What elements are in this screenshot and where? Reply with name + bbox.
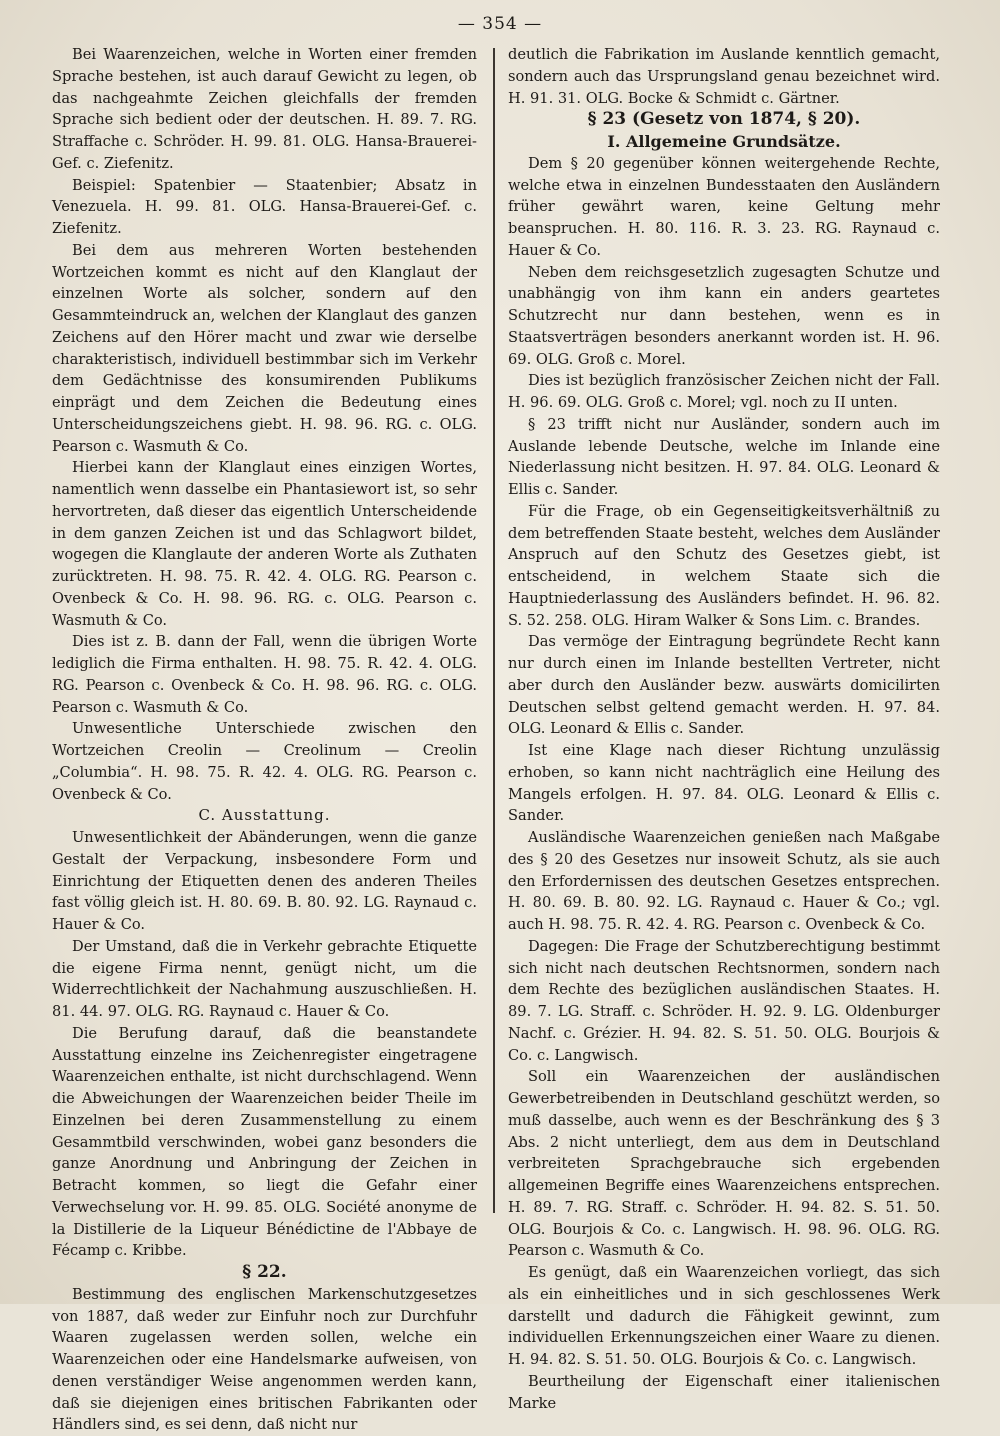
paragraph: Dem § 20 gegenüber können weitergehende Rechte, welche etwa in einzelnen Bundesstaaten den Ausländern früher gewährt waren, keine Geltung mehr beanspruchen. H. 80. 116. R. 3. 23. RG. Raynaud c. Hauer & Co. xyxy=(508,154,940,259)
right-column xyxy=(508,44,940,1414)
paragraph: Dies ist bezüglich französischer Zeichen nicht der Fall. H. 96. 69. OLG. Groß c. Morel; vgl. noch zu II unten. xyxy=(508,372,940,411)
paragraph: Das vermöge der Eintragung begründete Recht kann nur durch einen im Inlande bestellten Vertreter, nicht aber durch den Ausländer bezw. auswärts domicilirten Deutschen selbst geltend gemacht werden. H. 97. 84. OLG. Leonard & Ellis c. Sander. xyxy=(508,633,940,738)
paragraph: Es genügt, daß ein Waarenzeichen vorliegt, das sich als ein einheitliches und in sich geschlossenes Werk darstellt und dadurch die Fähigkeit gewinnt, zum individuellen Erkennungszeichen einer Waare zu dienen. H. 94. 82. S. 51. 50. OLG. Bourjois & Co. c. Langwisch. xyxy=(508,1264,940,1368)
paragraph: Unwesentliche Unterschiede zwischen den Wortzeichen Creolin — Creolinum — Creolin „Columbia“. H. 98. 75. R. 42. 4. OLG. RG. Pearson c. Ovenbeck & Co. xyxy=(52,720,477,803)
paragraph: § 23 trifft nicht nur Ausländer, sondern auch im Auslande lebende Deutsche, welche im Inlande eine Niederlassung nicht besitzen. H. 97. 84. OLG. Leonard & Ellis c. Sander. xyxy=(508,415,940,498)
section-heading-23: § 23 (Gesetz von 1874, § 20). xyxy=(587,109,861,130)
paragraph: Bestimmung des englischen Markenschutzgesetzes von 1887, daß weder zur Einfuhr noch zur Durchfuhr Waaren zugelassen werden sollen, welche ein Waarenzeichen oder eine Handelsmarke aufweisen, von denen verständiger Weise angenommen werden kann, daß sie diejenigen eines britischen Fabrikanten oder Händlers sind, es sei denn, daß nicht nur xyxy=(52,1285,477,1434)
paragraph: Ausländische Waarenzeichen genießen nach Maßgabe des § 20 des Gesetzes nur insoweit Schutz, als sie auch den Erfordernissen des deutschen Gesetzes entsprechen. H. 80. 69. B. 80. 92. LG. Raynaud c. Hauer & Co.; vgl. auch H. 98. 75. R. 42. 4. RG. Pearson c. Ovenbeck & Co. xyxy=(508,829,940,933)
paragraph: Beurtheilung der Eigenschaft einer italienischen Marke xyxy=(508,1372,940,1412)
paragraph: Bei Waarenzeichen, welche in Worten einer fremden Sprache bestehen, ist auch darauf Gewicht zu legen, ob das nachgeahmte Zeichen gleichfalls der fremden Sprache sich bedient oder der deutschen. H. 89. 7. RG. Straffache c. Schröder. H. 99. 81. OLG. Hansa-Brauerei-Gef. c. Ziefenitz. xyxy=(52,46,477,172)
page-number: — 354 — xyxy=(457,14,543,34)
paragraph: Dies ist z. B. dann der Fall, wenn die übrigen Worte lediglich die Firma enthalten. H. 98. 75. R. 42. 4. OLG. RG. Pearson c. Ovenbeck & Co. H. 98. 96. RG. c. OLG. Pearson c. Wasmuth & Co. xyxy=(52,633,477,716)
paragraph: Unwesentlichkeit der Abänderungen, wenn die ganze Gestalt der Verpackung, insbesondere Form und Einrichtung der Etiquetten denen des anderen Theiles fast völlig gleich ist. H. 80. 69. B. 80. 92. LG. Raynaud c. Hauer & Co. xyxy=(52,829,477,933)
section-heading-c: C. Ausstattung. xyxy=(198,806,331,825)
subsection-heading-i: I. Allgemeine Grundsätze. xyxy=(607,132,841,151)
paragraph: Ist eine Klage nach dieser Richtung unzulässig erhoben, so kann nicht nachträglich eine Heilung des Mangels erfolgen. H. 97. 84. OLG. Leonard & Ellis c. Sander. xyxy=(508,742,940,825)
paragraph: Bei dem aus mehreren Worten bestehenden Wortzeichen kommt es nicht auf den Klanglaut der einzelnen Worte als solcher, sondern auf den Gesammteindruck an, welchen der Klanglaut des ganzen Zeichens auf den Hörer macht und zwar wie derselbe charakteristisch, individuell bestimmbar sich im Verkehr dem Gedächtnisse des konsumirenden Publikums einprägt und dem Zeichen die Bedeutung eines Unterscheidungszeichens giebt. H. 98. 96. RG. c. OLG. Pearson c. Wasmuth & Co. xyxy=(52,241,477,455)
column-divider xyxy=(493,48,495,1213)
left-column xyxy=(52,44,477,1436)
paragraph: Hierbei kann der Klanglaut eines einzigen Wortes, namentlich wenn dasselbe ein Phantasiewort ist, so sehr hervortreten, daß dieser das eigentlich Unterscheidende in dem ganzen Zeichen ist und das Schlagwort bildet, wogegen die Klanglaute der anderen Worte als Zuthaten zurücktreten. H. 98. 75. R. 42. 4. OLG. RG. Pearson c. Ovenbeck & Co. H. 98. 96. RG. c. OLG. Pearson c. Wasmuth & Co. xyxy=(52,459,477,629)
paragraph: Beispiel: Spatenbier — Staatenbier; Absatz in Venezuela. H. 99. 81. OLG. Hansa-Brauerei-Gef. c. Ziefenitz. xyxy=(52,176,477,237)
paragraph: deutlich die Fabrikation im Auslande kenntlich gemacht, sondern auch das Ursprungsland genau bezeichnet wird. H. 91. 31. OLG. Bocke & Schmidt c. Gärtner. xyxy=(508,46,940,107)
paragraph: Dagegen: Die Frage der Schutzberechtigung bestimmt sich nicht nach deutschen Rechtsnormen, sondern nach dem Rechte des bezüglichen ausländischen Staates. H. 89. 7. LG. Straff. c. Schröder. H. 92. 9. LG. Oldenburger Nachf. c. Grézier. H. 94. 82. S. 51. 50. OLG. Bourjois & Co. c. Langwisch. xyxy=(508,937,940,1064)
paragraph: Der Umstand, daß die in Verkehr gebrachte Etiquette die eigene Firma nennt, genügt nicht, um die Widerrechtlichkeit der Nachahmung auszuschließen. H. 81. 44. 97. OLG. RG. Raynaud c. Hauer & Co. xyxy=(52,937,477,1020)
paragraph: Soll ein Waarenzeichen der ausländischen Gewerbetreibenden in Deutschland geschützt werden, so muß dasselbe, auch wenn es der Beschränkung des § 3 Abs. 2 nicht unterliegt, dem aus dem in Deutschland verbreiteten Sprachgebrauche sich ergebenden allgemeinen Begriffe eines Waarenzeichens entsprechen. H. 89. 7. RG. Straff. c. Schröder. H. 94. 82. S. 51. 50. OLG. Bourjois & Co. c. Langwisch. H. 98. 96. OLG. RG. Pearson c. Wasmuth & Co. xyxy=(508,1068,940,1260)
section-heading-22: § 22. xyxy=(242,1262,287,1282)
paragraph: Für die Frage, ob ein Gegenseitigkeitsverhältniß zu dem betreffenden Staate besteht, welches dem Ausländer Anspruch auf den Schutz des Gesetzes giebt, ist entscheidend, in welchem Staate sich die Hauptniederlassung des Ausländers befindet. H. 96. 82. S. 52. 258. OLG. Hiram Walker & Sons Lim. c. Brandes. xyxy=(508,502,940,629)
paragraph: Die Berufung darauf, daß die beanstandete Ausstattung einzelne ins Zeichenregister eingetragene Waarenzeichen enthalte, ist nicht durchschlagend. Wenn die Abweichungen der Waarenzeichen beider Theile im Einzelnen bei deren Zusammenstellung zu einem Gesammtbild verschwinden, wobei ganz besonders die ganze Anordnung und Anbringung der Zeichen in Betracht kommen, so liegt die Gefahr einer Verwechselung vor. H. 99. 85. OLG. Société anonyme de la Distillerie de la Liqueur Bénédictine de l'Abbaye de Fécamp c. Kribbe. xyxy=(52,1024,477,1260)
paragraph: Neben dem reichsgesetzlich zugesagten Schutze und unabhängig von ihm kann ein anders geartetes Schutzrecht nur dann bestehen, wenn es in Staatsverträgen besonders anerkannt worden ist. H. 96. 69. OLG. Groß c. Morel. xyxy=(508,263,940,368)
